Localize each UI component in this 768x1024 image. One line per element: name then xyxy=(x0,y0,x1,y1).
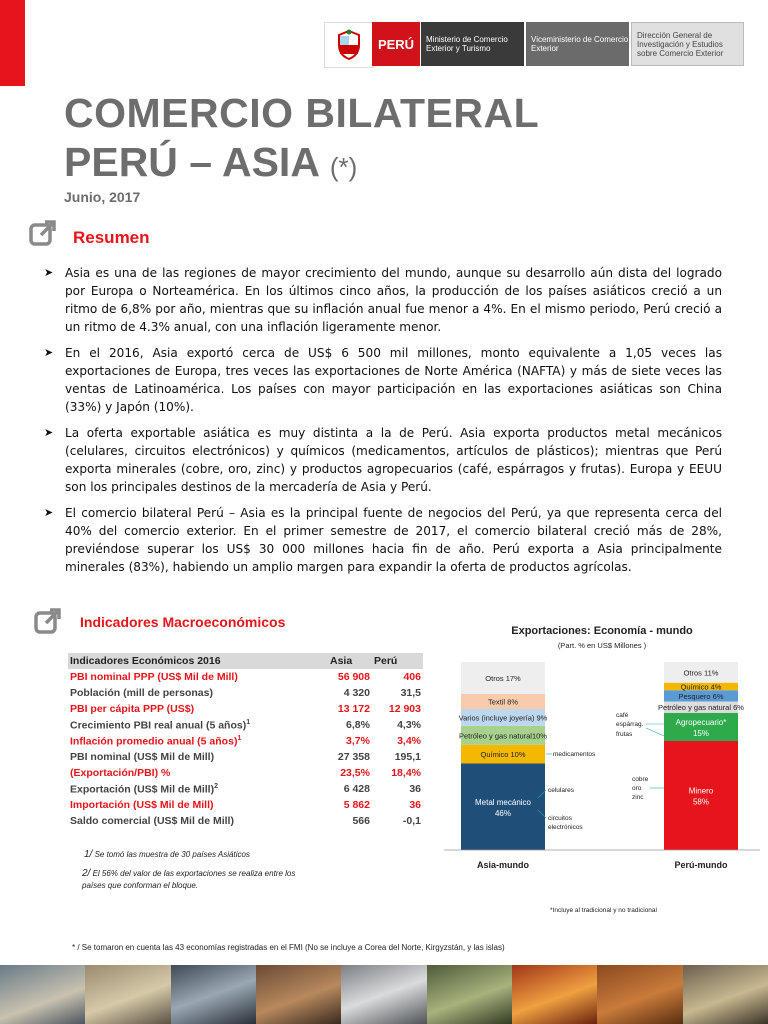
segment-value: 58% xyxy=(692,797,710,807)
photo-fish-workers xyxy=(0,965,85,1024)
peru-value-cell: 4,3% xyxy=(397,719,421,731)
ministry-label: Ministerio de Comercio Exterior y Turismo xyxy=(426,35,508,53)
indicator-label: Saldo comercial (US$ Mil de Mill) xyxy=(70,815,234,827)
arrow-bullet-icon: ➤ xyxy=(44,506,54,519)
indicator-label: PBI per cápita PPP (US$) xyxy=(70,703,195,715)
title-asterisk: (*) xyxy=(329,152,358,182)
indicator-label: Población (mill de personas) xyxy=(70,687,213,699)
asia-value-cell: 4 320 xyxy=(343,687,370,699)
table-row xyxy=(68,749,423,765)
photo-miner xyxy=(683,965,768,1024)
table-row xyxy=(68,717,423,733)
annotation-frutas: frutas xyxy=(616,731,633,738)
peru-value-cell: 406 xyxy=(403,671,421,683)
page-title-line2 xyxy=(64,139,357,186)
annotation-connector xyxy=(646,728,664,736)
page-title-line1: COMERCIO BILATERAL xyxy=(64,90,540,136)
viceministry-box xyxy=(526,22,629,66)
indicator-label-cell xyxy=(68,797,328,813)
table-row xyxy=(68,669,423,685)
photo-agriculture xyxy=(427,965,512,1024)
indicator-label: PBI nominal PPP (US$ Mil de Mill) xyxy=(70,671,238,683)
segment-label: Minero xyxy=(688,786,714,796)
bullet-text: Asia es una de las regiones de mayor crecimiento del mundo, aunque su desarrollo aún dista del logrado por Europa o Norteamérica. En los últimos cinco años, la producción de los países asiáticos creció a un ritmo de 6,8% por año, mientras que su inflación anual fue menor a 4%. En el mismo periodo, Perú creció a un ritmo de 4.3% anual, con una inflación ligeramente menor. xyxy=(65,266,722,334)
asia-value-cell: 13 172 xyxy=(337,703,370,715)
photo-market xyxy=(85,965,170,1024)
bullet-text: El comercio bilateral Perú – Asia es la principal fuente de negocios del Perú, ya que representa cerca del 40% del comercio exterior. En el primer semestre de 2017, el comercio bilateral creció más de 28%, previéndose superar los US$ 30 000 millones hacia fin de año. Perú exporta a Asia principalmente minerales (83%), habiendo un amplio margen para expandir la oferta de productos agrícolas. xyxy=(65,506,722,574)
segment-label: Otros 17% xyxy=(485,673,521,683)
indicator-label: (Exportación/PBI) % xyxy=(70,767,171,779)
arrow-bullet-icon: ➤ xyxy=(44,346,54,359)
indicators-body xyxy=(68,669,423,829)
resumen-bullet-list xyxy=(44,264,722,584)
x-axis-category-label: Perú-mundo xyxy=(674,860,728,870)
peru-coat-of-arms-logo xyxy=(324,22,374,68)
table-row xyxy=(68,701,423,717)
photo-factory xyxy=(341,965,426,1024)
indicadores-heading: Indicadores Macroeconómicos xyxy=(80,614,286,630)
arrow-bullet-icon: ➤ xyxy=(44,426,54,439)
peru-value-cell: 195,1 xyxy=(394,751,421,763)
peru-value-cell: 12 903 xyxy=(388,703,421,715)
list-item xyxy=(44,424,722,496)
peru-brand-box xyxy=(372,22,420,66)
peru-value-cell: 36 xyxy=(409,799,421,811)
table-row xyxy=(68,797,423,813)
asia-value-cell: 27 358 xyxy=(337,751,370,763)
segment-label: Textil 8% xyxy=(487,697,519,707)
indicator-label-cell xyxy=(68,781,328,797)
left-red-bar xyxy=(0,0,25,86)
col-header-peru: Perú xyxy=(372,653,423,669)
annotation-electronicos: electrónicos xyxy=(548,824,583,831)
annotation-oro: oro xyxy=(632,785,642,792)
bar-segment-minero xyxy=(664,741,738,850)
photo-crafts xyxy=(256,965,341,1024)
table-row xyxy=(68,733,423,749)
direction-box xyxy=(631,22,744,66)
table-row xyxy=(68,813,423,829)
peru-value-cell: -0,1 xyxy=(402,815,421,827)
segment-value: 15% xyxy=(692,728,710,738)
asia-value-cell: 6,8% xyxy=(346,719,370,731)
segment-label: Pesquero 6% xyxy=(678,691,724,701)
photo-textile xyxy=(171,965,256,1024)
table-header-row xyxy=(68,653,423,669)
table-note-1 xyxy=(84,849,250,860)
bullet-text: En el 2016, Asia exportó cerca de US$ 6 500 mil millones, monto equivalente a 1,05 veces las exportaciones de Europa, tres veces las exportaciones de Norte América (NAFTA) y más de siete veces las ventas de Latinoamérica. Los países con mayor participación en las exportaciones asiáticas son China (33%) y Japón (10%). xyxy=(65,346,722,414)
note-text: El 56% del valor de las exportaciones se realiza entre los xyxy=(92,869,296,878)
exports-stacked-chart xyxy=(440,618,765,918)
segment-label: Químico 10% xyxy=(480,750,526,760)
photo-smelting xyxy=(512,965,597,1024)
x-axis-category-label: Asia-mundo xyxy=(476,860,530,870)
note-text: Se tomó las muestra de 30 países Asiáticos xyxy=(94,850,250,859)
coat-of-arms-icon xyxy=(332,28,366,62)
indicator-label: PBI nominal (US$ Mil de Mill) xyxy=(70,751,215,763)
annotation-cafe: café xyxy=(616,712,629,719)
segment-label: Petróleo y gas natural 6% xyxy=(658,703,744,713)
bullet-text: La oferta exportable asiática es muy distinta a la de Perú. Asia exporta productos metal mecánicos (celulares, circuitos electrónicos) y químicos (medicamentos, artículos de plásticos); mientras que Perú exporta minerales (cobre, oro, zinc) y productos agropecuarios (café, espárragos y frutas). Europa y EEUU son los principales destinos de la mercadería de Asia y Perú. xyxy=(65,426,722,494)
chart-subtitle: (Part. % en US$ Millones ) xyxy=(557,641,647,650)
indicator-label-cell xyxy=(68,717,328,733)
indicator-label: Crecimiento PBI real anual (5 años) xyxy=(70,719,247,732)
annotation-medicamentos: medicamentos xyxy=(553,751,596,758)
peru-value-cell: 36 xyxy=(409,783,421,795)
table-row xyxy=(68,781,423,797)
page-footnote: * / Se tomaron en cuenta las 43 economías registradas en el FMI (No se incluye a Corea del Norte, Kirgyzstán, y las islas) xyxy=(72,943,505,952)
list-item xyxy=(44,264,722,336)
asia-value-cell: 23,5% xyxy=(340,767,370,779)
indicator-footnote-ref: 1 xyxy=(246,718,251,726)
note-number: 2/ xyxy=(82,868,91,879)
photo-strip xyxy=(0,965,768,1024)
peru-value-cell: 3,4% xyxy=(397,735,421,747)
table-row xyxy=(68,685,423,701)
annotation-esparragos: espárrag. xyxy=(616,721,644,728)
direction-label: Dirección General de Investigación y Estudios sobre Comercio Exterior xyxy=(637,30,724,58)
segment-label: Petróleo y gas natural10% xyxy=(459,731,547,741)
note-number: 1/ xyxy=(84,849,93,860)
viceministry-label: Viceministerio de Comercio Exterior xyxy=(531,35,629,53)
list-item xyxy=(44,504,722,576)
indicators-table xyxy=(68,653,423,829)
indicator-footnote-ref: 2 xyxy=(214,782,219,790)
indicator-label-cell xyxy=(68,765,328,781)
publication-date: Junio, 2017 xyxy=(64,189,141,205)
asia-value-cell: 6 428 xyxy=(343,783,370,795)
annotation-zinc: zinc xyxy=(632,794,644,801)
photo-pipes xyxy=(597,965,682,1024)
segment-label: Varios (incluye joyería) 9% xyxy=(458,713,548,723)
ministry-box xyxy=(421,22,524,66)
peru-value-cell: 31,5 xyxy=(400,687,421,699)
col-header-asia: Asia xyxy=(328,653,372,669)
indicator-footnote-ref: 1 xyxy=(237,734,242,742)
annotation-cobre: cobre xyxy=(632,776,649,783)
table-row xyxy=(68,765,423,781)
asia-value-cell: 56 908 xyxy=(337,671,370,683)
col-header-indicator: Indicadores Económicos 2016 xyxy=(68,653,328,669)
title-peru-asia: PERÚ – ASIA xyxy=(64,139,319,185)
indicator-label-cell xyxy=(68,669,328,685)
arrow-bullet-icon: ➤ xyxy=(44,266,54,279)
segment-value: 46% xyxy=(494,808,512,818)
peru-label: PERÚ xyxy=(377,36,415,52)
indicator-label: Importación (US$ Mil de Mill) xyxy=(70,799,214,811)
segment-label: Otros 11% xyxy=(683,668,719,678)
chart-title: Exportaciones: Economía - mundo xyxy=(511,625,693,637)
segment-label: Agropecuario* xyxy=(675,717,727,727)
note-text: países que conforman el bloque. xyxy=(82,881,199,890)
indicator-label: Exportación (US$ Mil de Mill) xyxy=(70,783,215,796)
segment-label: Metal mecánico xyxy=(474,797,532,807)
peru-value-cell: 18,4% xyxy=(391,767,421,779)
indicator-label-cell xyxy=(68,749,328,765)
indicator-label-cell xyxy=(68,813,328,829)
indicator-label: Inflación promedio anual (5 años) xyxy=(70,735,238,748)
external-link-icon xyxy=(28,218,58,248)
table-note-2 xyxy=(82,868,295,892)
annotation-celulares: celulares xyxy=(548,787,575,794)
indicator-label-cell xyxy=(68,685,328,701)
indicator-label-cell xyxy=(68,701,328,717)
indicator-label-cell xyxy=(68,733,328,749)
list-item xyxy=(44,344,722,416)
asia-value-cell: 5 862 xyxy=(343,799,370,811)
asia-value-cell: 3,7% xyxy=(346,735,370,747)
asia-value-cell: 566 xyxy=(352,815,370,827)
resumen-heading: Resumen xyxy=(73,228,150,247)
segment-label: Químico 4% xyxy=(680,682,722,692)
chart-footnote: *Incluye al tradicional y no tradicional xyxy=(550,907,657,914)
external-link-icon xyxy=(33,606,63,636)
annotation-circuitos: circuitos xyxy=(548,815,572,822)
